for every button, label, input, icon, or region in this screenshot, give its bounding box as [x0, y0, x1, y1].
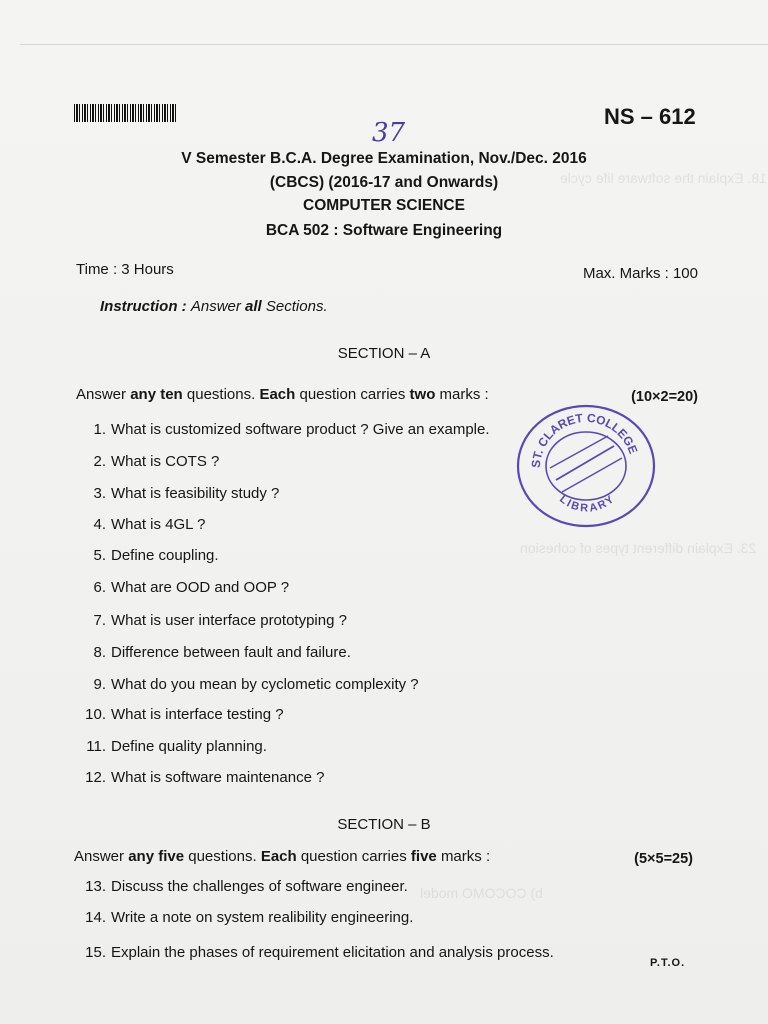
instruction-label: Instruction : — [100, 298, 187, 315]
intro-emphasis: Each — [259, 386, 296, 403]
intro-emphasis: five — [410, 848, 437, 865]
question-text: Difference between fault and failure. — [111, 644, 351, 661]
show-through-text: 18. Explain the software life cycle — [560, 170, 767, 186]
intro-text: marks : — [439, 386, 489, 403]
question-text: What is user interface prototyping ? — [111, 612, 347, 629]
question-text: Define coupling. — [111, 547, 219, 564]
course-title: BCA 502 : Software Engineering — [265, 222, 503, 239]
question-number: 10. — [85, 706, 106, 723]
intro-emphasis: two — [409, 386, 436, 403]
section-b-marks: (5×5=25) — [634, 851, 693, 867]
question-number: 6. — [93, 579, 106, 596]
section-b-instruction — [74, 848, 490, 865]
question-number: 13. — [85, 878, 106, 895]
exam-title: V Semester B.C.A. Degree Examination, Nov./Dec. 2016 — [181, 150, 587, 167]
page-edge-line — [20, 44, 768, 45]
question-text: What are OOD and OOP ? — [111, 579, 290, 596]
question-number: 2. — [93, 453, 106, 470]
instruction-bold: all — [245, 298, 262, 315]
question-item — [74, 547, 219, 564]
paper-code: NS – 612 — [604, 104, 696, 129]
pto-label: P.T.O. — [650, 957, 686, 969]
question-item — [74, 878, 408, 895]
intro-text: question carries — [299, 386, 406, 403]
question-number: 12. — [85, 769, 106, 786]
question-item — [74, 612, 347, 629]
stamp-bottom-text: LIBRARY — [557, 492, 618, 515]
question-number: 15. — [85, 944, 106, 961]
show-through-text: 23. Explain different types of cohesion — [520, 540, 757, 556]
question-text: What do you mean by cyclometic complexity ? — [111, 676, 419, 693]
question-item — [74, 516, 205, 533]
question-text: What is interface testing ? — [111, 706, 284, 723]
question-text: What is feasibility study ? — [111, 485, 280, 502]
question-item — [74, 644, 351, 661]
instruction — [100, 298, 328, 315]
question-text: What is 4GL ? — [111, 516, 206, 533]
question-number: 1. — [93, 421, 106, 438]
question-text: What is software maintenance ? — [111, 769, 325, 786]
question-number: 11. — [86, 738, 106, 755]
question-item — [74, 944, 554, 961]
section-a-title: SECTION – A — [337, 345, 431, 362]
question-item — [74, 421, 490, 438]
max-marks-label: Max. Marks : 100 — [582, 265, 698, 282]
question-text: What is COTS ? — [111, 453, 220, 470]
intro-emphasis: Each — [260, 848, 297, 865]
question-number: 4. — [93, 516, 106, 533]
instruction-pre: Answer — [190, 298, 241, 315]
section-b-title: SECTION – B — [337, 816, 431, 833]
section-a-instruction — [76, 386, 489, 403]
question-text: Explain the phases of requirement elicitation and analysis process. — [111, 944, 554, 961]
section-a-marks: (10×2=20) — [631, 389, 698, 405]
barcode — [74, 104, 176, 122]
question-item — [74, 909, 413, 926]
intro-text: Answer — [74, 848, 125, 865]
intro-text: question carries — [300, 848, 407, 865]
intro-emphasis: any five — [128, 848, 185, 865]
question-number: 14. — [85, 909, 106, 926]
exam-scheme: (CBCS) (2016-17 and Onwards) — [269, 174, 499, 191]
question-item — [74, 485, 279, 502]
question-number: 3. — [93, 485, 106, 502]
question-item — [74, 579, 289, 596]
time-label: Time : 3 Hours — [76, 261, 174, 278]
library-stamp — [510, 402, 660, 530]
question-number: 9. — [93, 676, 106, 693]
question-text: Define quality planning. — [111, 738, 267, 755]
show-through-text: b) COCOMO model — [420, 885, 543, 901]
intro-text: marks : — [440, 848, 491, 865]
intro-text: questions. — [188, 848, 257, 865]
intro-text: Answer — [76, 386, 127, 403]
question-number: 7. — [93, 612, 106, 629]
question-text: Write a note on system realibility engineering. — [111, 909, 414, 926]
question-item — [74, 769, 324, 786]
question-item — [74, 706, 284, 723]
question-number: 8. — [93, 644, 106, 661]
question-item — [74, 453, 219, 470]
subject-name: COMPUTER SCIENCE — [303, 197, 465, 214]
question-item — [74, 738, 267, 755]
question-item — [74, 676, 419, 693]
intro-emphasis: any ten — [130, 386, 183, 403]
question-number: 5. — [93, 547, 106, 564]
instruction-post: Sections. — [265, 298, 328, 315]
question-text: Discuss the challenges of software engineer. — [111, 878, 408, 895]
stamp-inner-ring — [546, 432, 626, 500]
stamp-top-text: ST. CLARET COLLEGE — [528, 410, 641, 469]
intro-text: questions. — [186, 386, 256, 403]
handwritten-number: 37 — [372, 118, 406, 148]
question-text: What is customized software product ? Give an example. — [111, 421, 490, 438]
